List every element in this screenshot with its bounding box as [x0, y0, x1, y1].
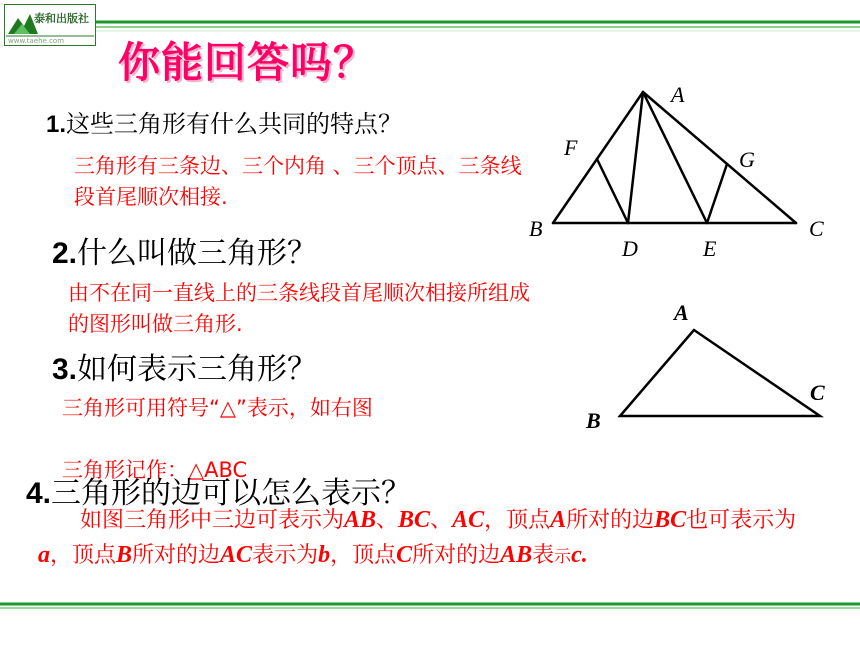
question-1-text: 这些三角形有什么共同的特点？ — [66, 110, 403, 138]
label-b: B — [529, 216, 543, 241]
side-bc: BC — [654, 507, 687, 533]
answer-4-part: 、 — [376, 508, 399, 533]
side-ac: AC — [220, 542, 253, 568]
label-a: A — [674, 300, 689, 325]
answer-4 — [38, 503, 828, 574]
segment-ae — [643, 92, 707, 223]
answer-4-part: ，顶点 — [484, 508, 551, 533]
answer-3: 三角形可用符号“△”表示，如右图 — [62, 396, 373, 420]
answer-4-part: 表 — [532, 543, 555, 568]
answer-4-part: 所对的边 — [132, 543, 221, 568]
answer-1: 三角形有三条边、三个内角 、三个顶点、三条线段首尾顺次相接. — [74, 154, 522, 209]
vertex-a: A — [550, 507, 567, 533]
question-2-number: 2. — [52, 237, 78, 270]
side-c: c. — [571, 542, 588, 568]
question-4-text: 三角形的边可以怎么表示？ — [51, 476, 412, 511]
segment-ge — [707, 164, 727, 223]
answer-4-part: 、 — [430, 508, 453, 533]
question-3-number: 3. — [52, 353, 78, 386]
segment-fd — [597, 159, 628, 223]
question-1-number: 1. — [46, 111, 67, 138]
question-4-number: 4. — [26, 477, 52, 510]
answer-4-part: 表示为 — [252, 543, 319, 568]
answer-4-part: 如图三角形中三边可表示为 — [80, 508, 345, 533]
triangle-figure-cevians — [520, 80, 840, 280]
answer-4-part: ，顶点 — [50, 543, 117, 568]
side-a: a — [38, 542, 50, 568]
triangle-figure-abc — [580, 296, 840, 436]
answer-4-part: 所对的边 — [566, 508, 655, 533]
label-e: E — [703, 236, 717, 261]
vertex-c: C — [396, 542, 413, 568]
question-1 — [46, 104, 402, 139]
label-a: A — [671, 82, 685, 107]
label-c: C — [810, 380, 825, 405]
answer-4-part: ，顶点 — [330, 543, 397, 568]
question-2-text: 什么叫做三角形？ — [77, 236, 318, 271]
question-3-text: 如何表示三角形？ — [77, 352, 318, 387]
side-b: b — [318, 542, 331, 568]
logo-text: 泰和出版社 — [34, 12, 89, 25]
answer-4-part: 也可表示为 — [686, 508, 797, 533]
label-b: B — [586, 408, 601, 433]
logo-url: www.taehe.com — [8, 37, 65, 45]
answer-4-part: 示 — [554, 547, 572, 567]
side-bc: BC — [398, 507, 431, 533]
label-d: D — [622, 236, 638, 261]
answer-3-notation: 三角形记作：△ABC — [62, 458, 248, 482]
label-c: C — [809, 216, 824, 241]
triangle-abc-outline — [620, 330, 820, 416]
question-3 — [52, 344, 317, 388]
vertex-b: B — [116, 542, 133, 568]
side-ac: AC — [452, 507, 485, 533]
question-2 — [52, 228, 317, 272]
side-ab: AB — [500, 542, 533, 568]
label-f: F — [564, 135, 578, 160]
answer-2: 由不在同一直线上的三条线段首尾顺次相接所组成的图形叫做三角形. — [68, 281, 530, 336]
label-g: G — [739, 147, 755, 172]
segment-ac — [643, 92, 796, 223]
page-title: 你能回答吗？ — [118, 38, 377, 87]
footer-divider — [0, 602, 860, 610]
side-ab: AB — [344, 507, 377, 533]
answer-4-part: 所对的边 — [412, 543, 501, 568]
